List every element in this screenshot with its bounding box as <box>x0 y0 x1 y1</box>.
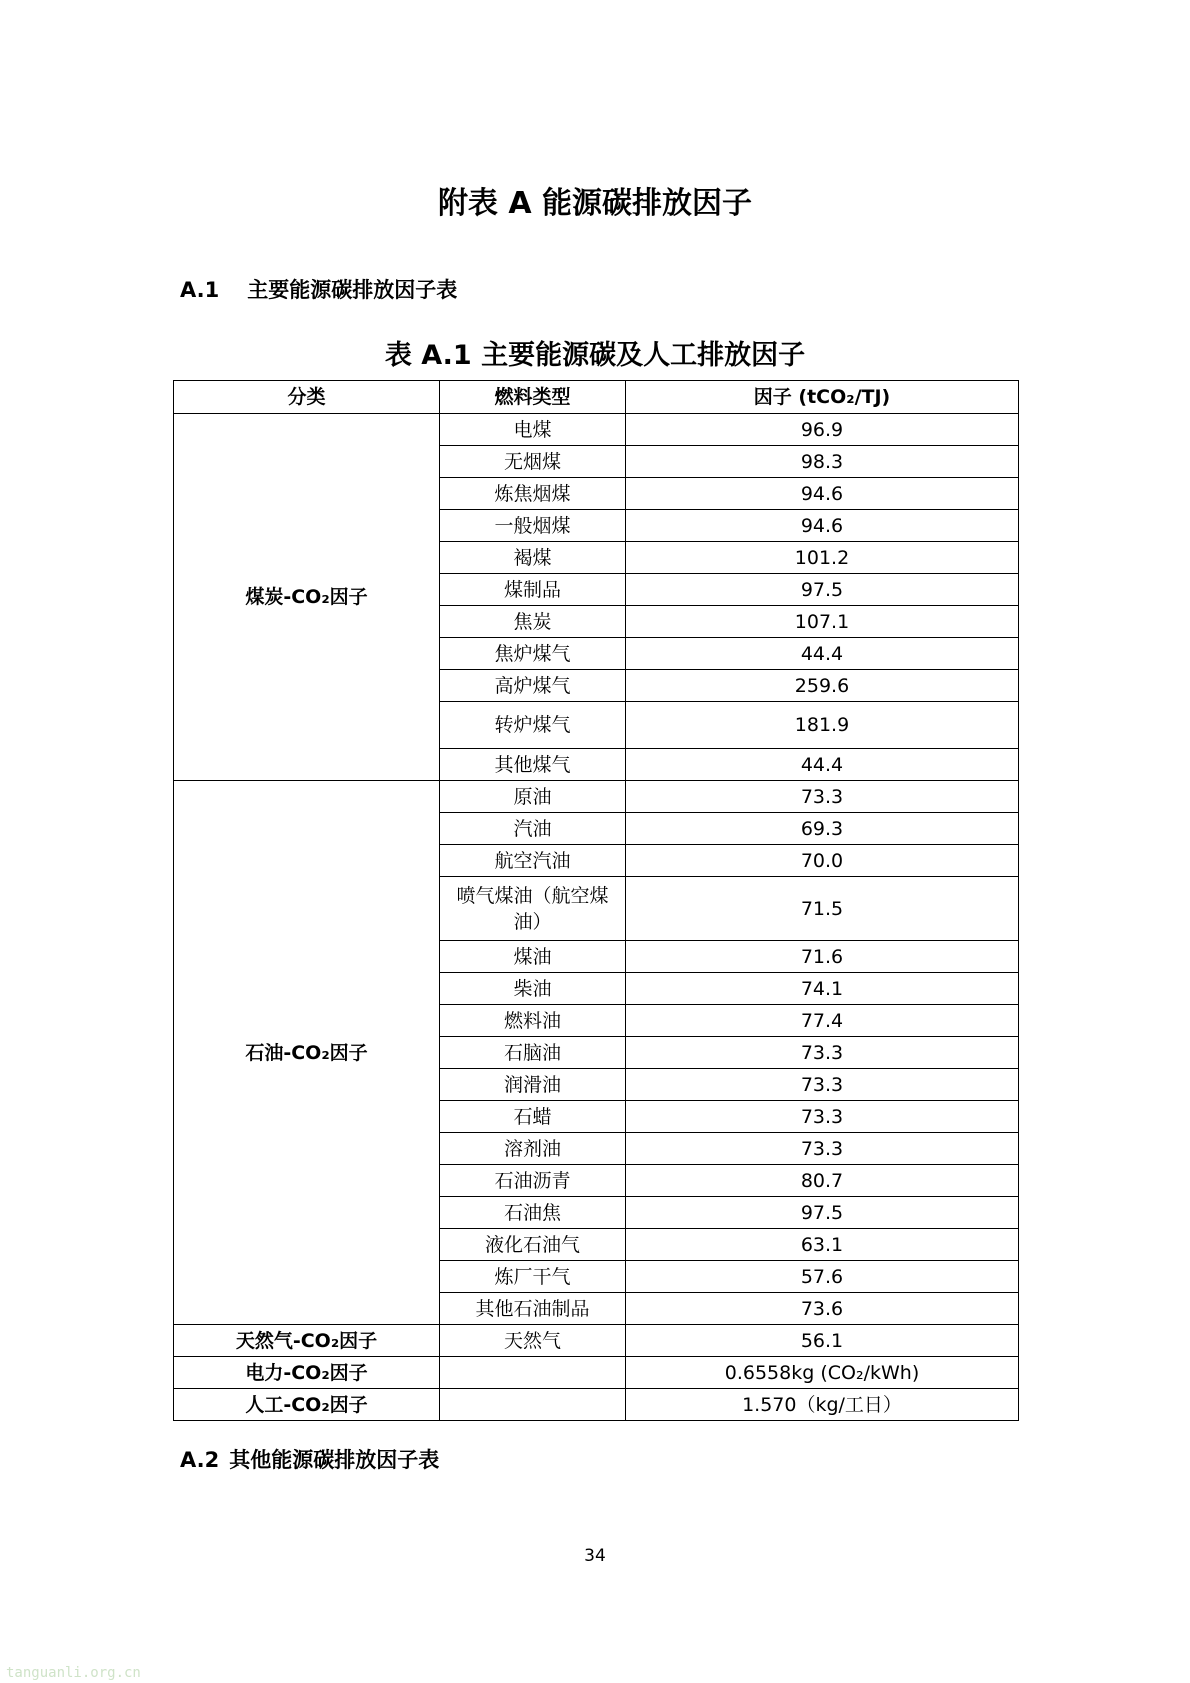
fuel-type-cell: 石蜡 <box>440 1101 626 1133</box>
fuel-type-cell: 褐煤 <box>440 542 626 574</box>
fuel-type-cell: 石油焦 <box>440 1197 626 1229</box>
section-heading-a1 <box>180 274 457 304</box>
section-number: A.1 <box>180 278 220 302</box>
factor-value-cell: 69.3 <box>626 813 1019 845</box>
factor-value-cell: 98.3 <box>626 446 1019 478</box>
factor-value-cell: 73.6 <box>626 1293 1019 1325</box>
fuel-type-cell: 转炉煤气 <box>440 702 626 749</box>
header-category: 分类 <box>174 381 440 414</box>
watermark: tanguanli.org.cn <box>6 1665 141 1681</box>
factor-value-cell: 71.5 <box>626 877 1019 941</box>
fuel-type-cell: 液化石油气 <box>440 1229 626 1261</box>
factor-value-cell: 44.4 <box>626 749 1019 781</box>
category-cell: 人工-CO₂因子 <box>174 1389 440 1421</box>
fuel-type-cell: 石脑油 <box>440 1037 626 1069</box>
factor-value-cell: 73.3 <box>626 1069 1019 1101</box>
header-factor: 因子 (tCO₂/TJ) <box>626 381 1019 414</box>
fuel-type-cell: 天然气 <box>440 1325 626 1357</box>
factor-value-cell: 0.6558kg (CO₂/kWh) <box>626 1357 1019 1389</box>
fuel-type-cell: 煤油 <box>440 941 626 973</box>
factor-value-cell: 73.3 <box>626 1101 1019 1133</box>
factor-value-cell: 80.7 <box>626 1165 1019 1197</box>
factor-value-cell: 56.1 <box>626 1325 1019 1357</box>
factor-value-cell: 259.6 <box>626 670 1019 702</box>
category-cell: 天然气-CO₂因子 <box>174 1325 440 1357</box>
factor-value-cell: 73.3 <box>626 1037 1019 1069</box>
emission-factor-table <box>173 380 1019 1421</box>
section-title: 主要能源碳排放因子表 <box>247 278 458 302</box>
factor-value-cell: 73.3 <box>626 781 1019 813</box>
fuel-type-cell: 焦炉煤气 <box>440 638 626 670</box>
factor-value-cell: 97.5 <box>626 1197 1019 1229</box>
factor-value-cell: 74.1 <box>626 973 1019 1005</box>
header-fuel-type: 燃料类型 <box>440 381 626 414</box>
fuel-type-cell: 高炉煤气 <box>440 670 626 702</box>
fuel-type-cell: 其他石油制品 <box>440 1293 626 1325</box>
fuel-type-cell: 煤制品 <box>440 574 626 606</box>
fuel-type-cell: 原油 <box>440 781 626 813</box>
fuel-type-cell: 电煤 <box>440 414 626 446</box>
section-title: 其他能源碳排放因子表 <box>229 1448 440 1472</box>
fuel-type-cell: 喷气煤油（航空煤油） <box>440 877 626 941</box>
table-row <box>174 781 1019 813</box>
factor-value-cell: 1.570（kg/工日） <box>626 1389 1019 1421</box>
fuel-type-cell: 汽油 <box>440 813 626 845</box>
fuel-type-cell <box>440 1389 626 1421</box>
factor-value-cell: 77.4 <box>626 1005 1019 1037</box>
factor-value-cell: 94.6 <box>626 510 1019 542</box>
fuel-type-cell: 焦炭 <box>440 606 626 638</box>
fuel-type-cell: 润滑油 <box>440 1069 626 1101</box>
fuel-type-cell: 溶剂油 <box>440 1133 626 1165</box>
table-header-row <box>174 381 1019 414</box>
factor-value-cell: 94.6 <box>626 478 1019 510</box>
page-title: 附表 A 能源碳排放因子 <box>437 186 753 221</box>
factor-value-cell: 63.1 <box>626 1229 1019 1261</box>
factor-value-cell: 97.5 <box>626 574 1019 606</box>
factor-value-cell: 73.3 <box>626 1133 1019 1165</box>
table-row <box>174 1389 1019 1421</box>
factor-value-cell: 101.2 <box>626 542 1019 574</box>
factor-value-cell: 181.9 <box>626 702 1019 749</box>
fuel-type-cell: 无烟煤 <box>440 446 626 478</box>
table-row <box>174 1325 1019 1357</box>
fuel-type-cell: 一般烟煤 <box>440 510 626 542</box>
fuel-type-cell: 石油沥青 <box>440 1165 626 1197</box>
factor-value-cell: 57.6 <box>626 1261 1019 1293</box>
category-cell: 煤炭-CO₂因子 <box>174 414 440 781</box>
factor-value-cell: 44.4 <box>626 638 1019 670</box>
fuel-type-cell: 其他煤气 <box>440 749 626 781</box>
section-number: A.2 <box>180 1448 220 1472</box>
factor-value-cell: 96.9 <box>626 414 1019 446</box>
fuel-type-cell: 柴油 <box>440 973 626 1005</box>
fuel-type-cell: 航空汽油 <box>440 845 626 877</box>
fuel-type-cell: 燃料油 <box>440 1005 626 1037</box>
table-row <box>174 414 1019 446</box>
table-body <box>174 414 1019 1421</box>
category-cell: 电力-CO₂因子 <box>174 1357 440 1389</box>
fuel-type-cell: 炼焦烟煤 <box>440 478 626 510</box>
factor-value-cell: 107.1 <box>626 606 1019 638</box>
fuel-type-cell: 炼厂干气 <box>440 1261 626 1293</box>
section-heading-a2 <box>180 1444 439 1474</box>
category-cell: 石油-CO₂因子 <box>174 781 440 1325</box>
fuel-type-cell <box>440 1357 626 1389</box>
factor-value-cell: 70.0 <box>626 845 1019 877</box>
factor-value-cell: 71.6 <box>626 941 1019 973</box>
page-number: 34 <box>584 1546 606 1566</box>
table-caption: 表 A.1 主要能源碳及人工排放因子 <box>384 340 806 371</box>
table-row <box>174 1357 1019 1389</box>
